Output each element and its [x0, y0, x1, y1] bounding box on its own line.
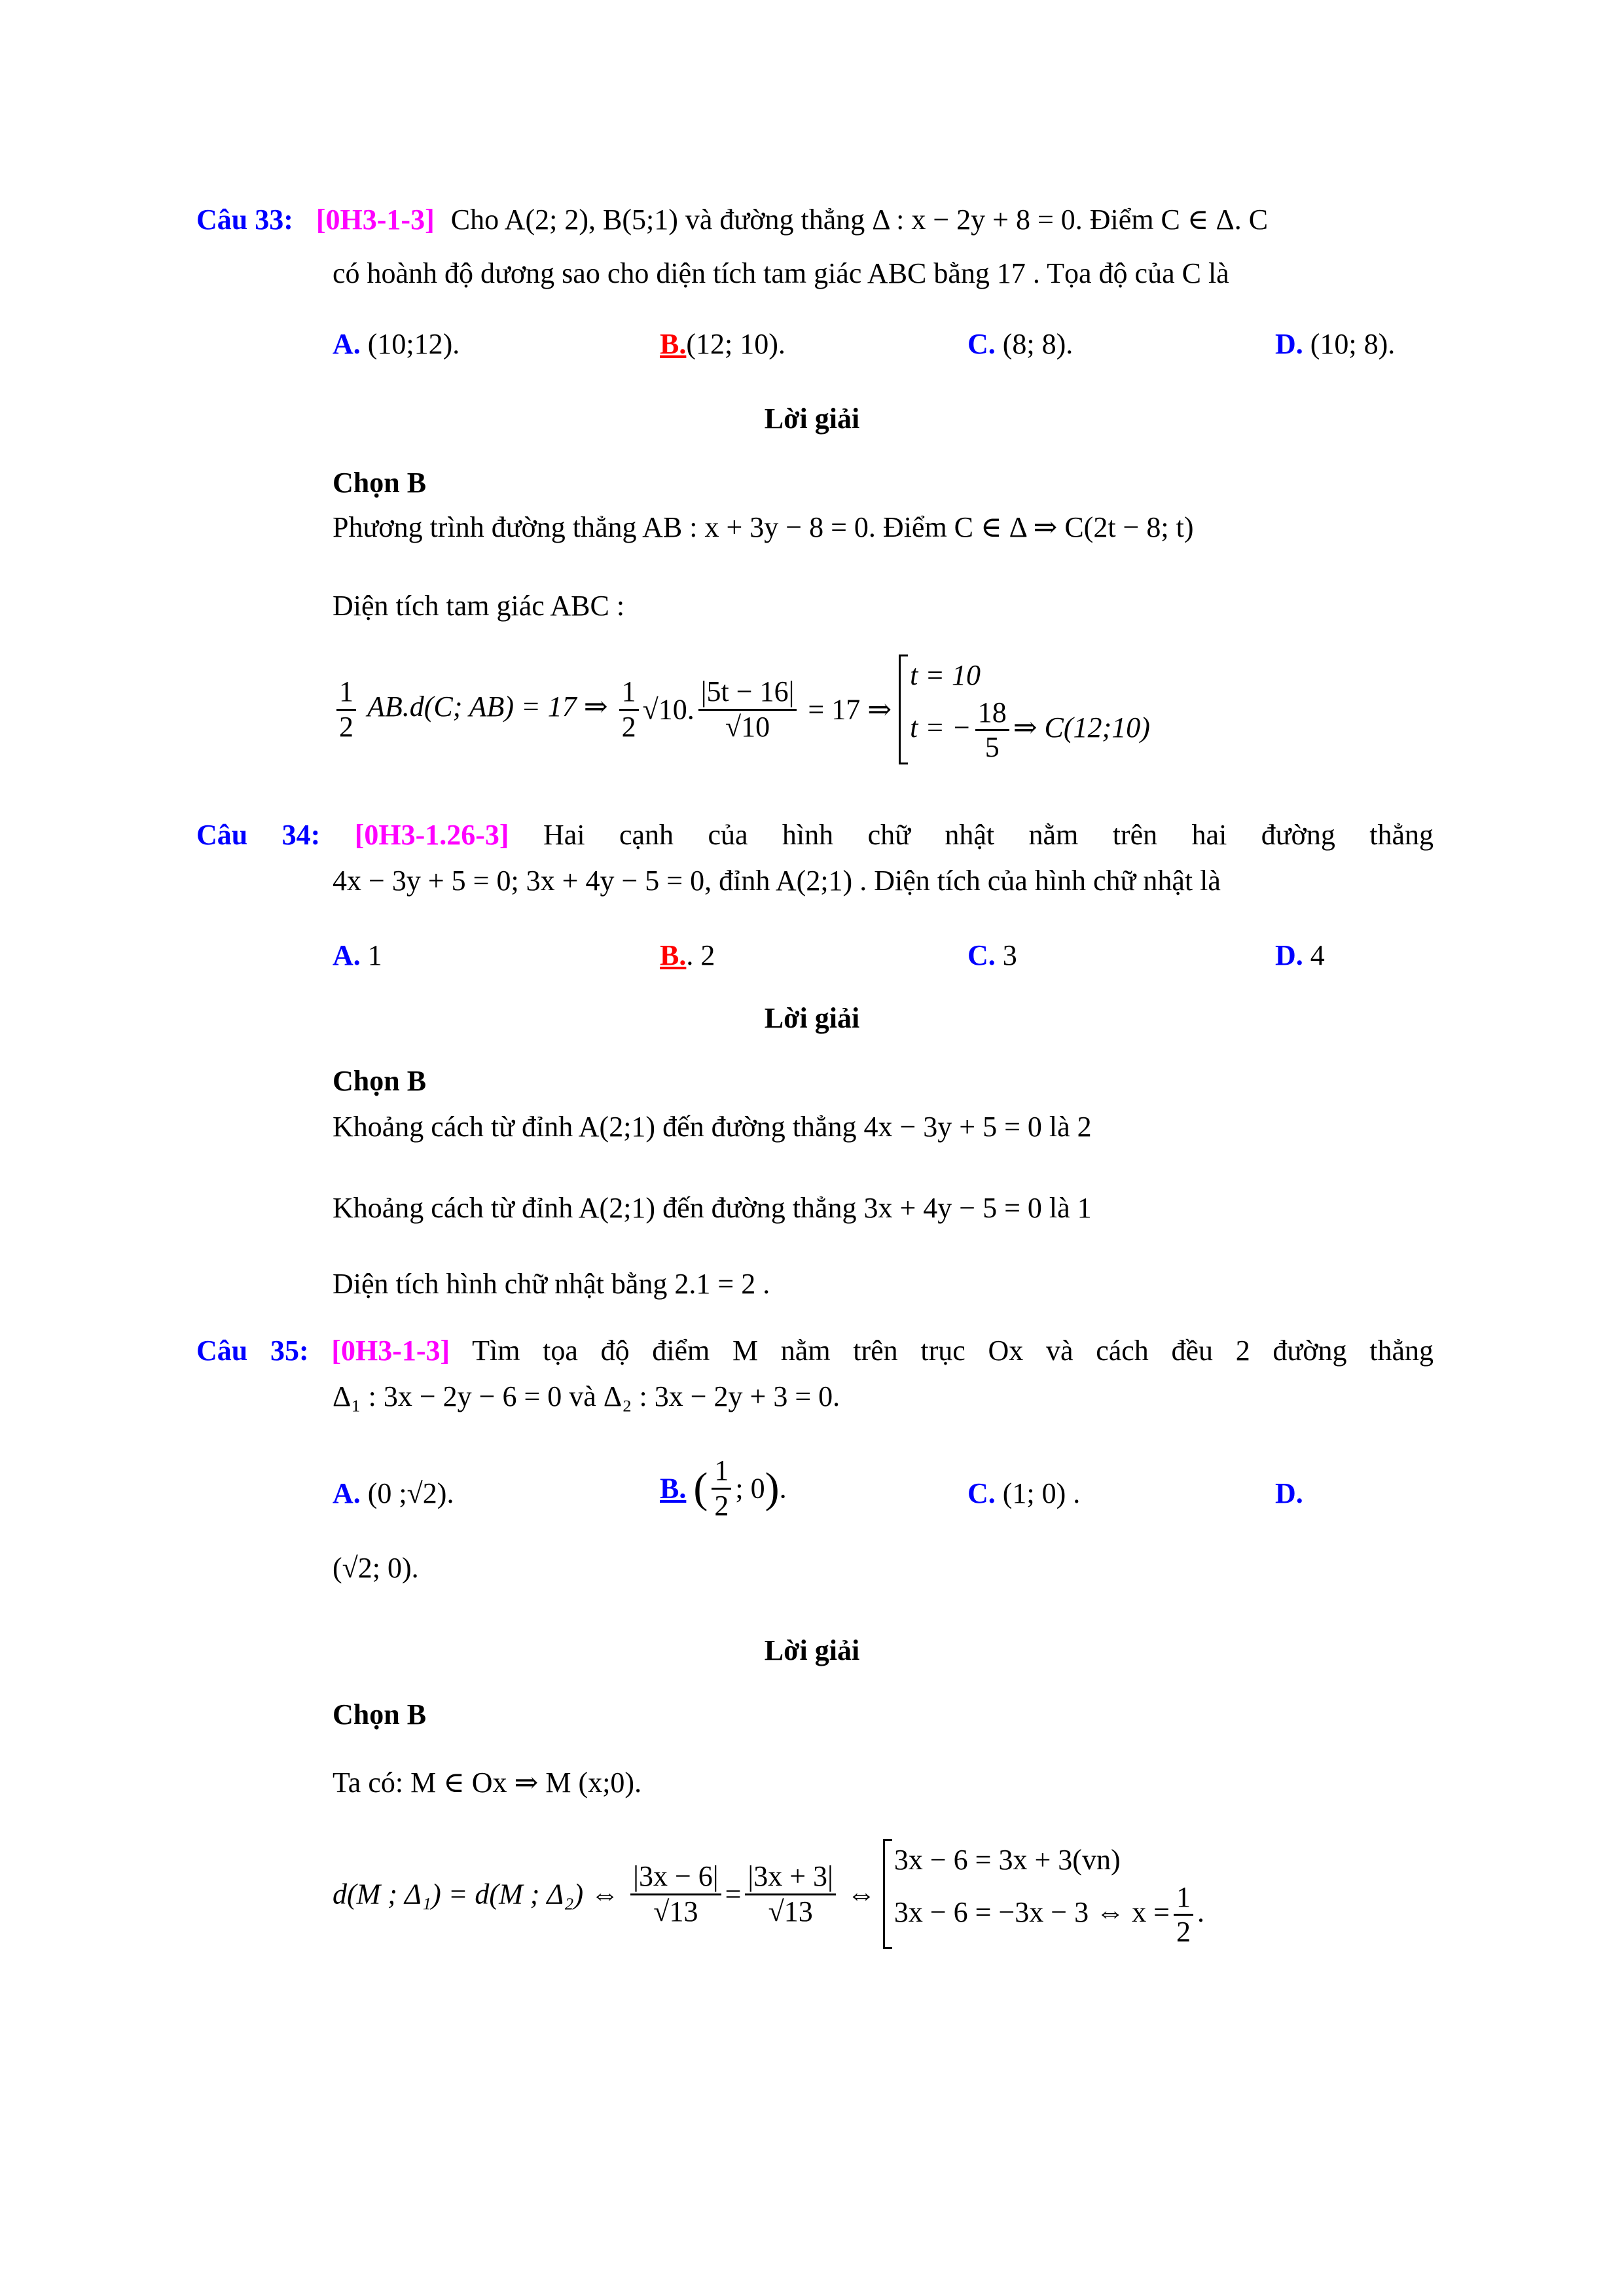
q35-code: [0H3-1-3]	[331, 1335, 450, 1367]
q33-eq-part2: √10.	[642, 693, 695, 726]
q33-area-equation	[333, 655, 1150, 764]
q33-option-d	[1275, 326, 1395, 362]
q35-case2-fraction: $\frac{1}{2}$	[1174, 1881, 1193, 1949]
q35-stem-line2: Δ₁ : 3x − 2y − 6 = 0 và Δ₂ : 3x − 2y + 3 = 0.	[333, 1380, 840, 1412]
q33-choice: Chọn B	[333, 467, 427, 499]
q34-solution-line1: Khoảng cách từ đỉnh A(2;1) đến đường thẳng 4x − 3y + 5 = 0 là 2	[333, 1111, 1092, 1143]
q33-option-c-text: (8; 8).	[1002, 328, 1074, 360]
q33-eq-part3: = 17 ⇒	[808, 693, 892, 726]
q33-case1: t = 10	[910, 659, 981, 691]
q33-option-d-label: D.	[1275, 328, 1303, 360]
q35-option-a-text: (0 ;√2).	[367, 1477, 454, 1509]
q33-label: Câu 33:	[196, 204, 293, 236]
q35-stem-line1: Tìm tọa độ điểm M nằm trên trục Ox và cách đều 2 đường thẳng	[472, 1335, 1434, 1367]
q35-eq-iff: ⇔	[846, 1878, 876, 1910]
q35-eq-left: d(M ; Δ₁) = d(M ; Δ₂) ⇔	[333, 1878, 620, 1910]
q33-option-b	[660, 326, 785, 362]
q33-option-d-text: (10; 8).	[1310, 328, 1396, 360]
q33-option-a-label: A.	[333, 328, 361, 360]
q34-option-c-text: 3	[1002, 939, 1017, 971]
q33-case2-fraction: $\frac{18}{5}$	[975, 696, 1009, 764]
q33-option-b-text: (12; 10).	[686, 328, 785, 360]
q34-option-b-text: . 2	[686, 939, 715, 971]
q35-header	[196, 1333, 1434, 1369]
q35-case2: 3x − 6 = −3x − 3 ⇔ x =	[893, 1895, 1170, 1928]
q35-case2-dot: .	[1197, 1895, 1204, 1928]
q34-option-a	[333, 937, 382, 973]
q34-solution-line3: Diện tích hình chữ nhật bằng 2.1 = 2 .	[333, 1268, 770, 1300]
q34-label: Câu 34:	[196, 819, 321, 851]
q33-solution-title: Lời giải	[764, 403, 860, 435]
q33-stem-line2: có hoành độ dương sao cho diện tích tam giác ABC bằng 17 . Tọa độ của C là	[333, 257, 1229, 289]
q33-case2b: ⇒ C(12;10)	[1013, 711, 1150, 744]
q34-option-d-text: 4	[1310, 939, 1325, 971]
q34-code: [0H3-1.26-3]	[354, 819, 509, 851]
q34-option-d	[1275, 937, 1325, 973]
q35-option-d-label: D.	[1275, 1477, 1303, 1509]
q33-eq-half-b: $\frac{1}{2}$	[619, 675, 639, 744]
q34-solution-line2: Khoảng cách từ đỉnh A(2;1) đến đường thẳng 3x + 4y − 5 = 0 là 1	[333, 1192, 1092, 1224]
q34-option-d-label: D.	[1275, 939, 1303, 971]
q33-option-c	[967, 326, 1073, 362]
q34-header	[196, 817, 1434, 853]
q33-stem-line1: Cho A(2; 2), B(5;1) và đường thẳng Δ : x − 2y + 8 = 0. Điểm C ∈ Δ. C	[450, 204, 1269, 236]
q33-case2a: t = −	[910, 711, 971, 744]
q35-case1: 3x − 6 = 3x + 3(vn)	[893, 1844, 1121, 1876]
q35-option-b-tail: ; 0	[735, 1472, 765, 1505]
q35-option-b-fraction: $\frac{1}{2}$	[712, 1454, 731, 1522]
q35-option-b-close-paren: )	[765, 1464, 780, 1513]
q34-option-a-label: A.	[333, 939, 361, 971]
q35-option-c-label: C.	[967, 1477, 996, 1509]
q34-solution-title: Lời giải	[764, 1002, 860, 1034]
q35-option-d-text: (√2; 0).	[333, 1552, 419, 1584]
q33-eq-half-a: $\frac{1}{2}$	[336, 675, 356, 744]
q34-stem-line2: 4x − 3y + 5 = 0; 3x + 4y − 5 = 0, đỉnh A(2;1) . Diện tích của hình chữ nhật là	[333, 865, 1221, 897]
q34-option-c-label: C.	[967, 939, 996, 971]
q35-eq-fraction-1: $\frac{|3x - 6|}{√13}$	[630, 1860, 721, 1928]
q35-eq-equals: =	[725, 1878, 742, 1910]
q34-option-a-text: 1	[367, 939, 382, 971]
q35-option-a-label: A.	[333, 1477, 361, 1509]
q33-option-c-label: C.	[967, 328, 996, 360]
q34-stem-line1: Hai cạnh của hình chữ nhật nằm trên hai đường thẳng	[543, 819, 1434, 851]
q33-solution-line2: Diện tích tam giác ABC :	[333, 590, 625, 622]
q35-solution-line1: Ta có: M ∈ Ox ⇒ M (x;0).	[333, 1767, 642, 1799]
q35-option-d-label-wrap	[1275, 1475, 1303, 1511]
q33-option-b-label: B.	[660, 328, 687, 360]
q35-option-c	[967, 1475, 1080, 1511]
q33-solution-line1: Phương trình đường thẳng AB : x + 3y − 8 = 0. Điểm C ∈ Δ ⇒ C(2t − 8; t)	[333, 511, 1194, 543]
q33-eq-distance-fraction: $\frac{|5t - 16|}{√10}$	[698, 675, 797, 744]
q34-choice: Chọn B	[333, 1065, 427, 1097]
q35-option-b-label: B.	[660, 1472, 687, 1505]
q34-option-b	[660, 937, 715, 973]
q35-option-b-open-paren: (	[693, 1464, 708, 1513]
q33-header	[196, 202, 1268, 238]
q33-eq-part1: AB.d(C; AB) = 17 ⇒	[367, 691, 608, 723]
q34-option-b-label: B.	[660, 939, 687, 971]
q35-choice: Chọn B	[333, 1698, 427, 1731]
q35-option-a	[333, 1475, 454, 1511]
q35-eq-cases	[883, 1839, 1204, 1949]
q33-eq-cases	[899, 655, 1150, 764]
q35-distance-equation	[333, 1839, 1204, 1949]
q33-option-a	[333, 326, 460, 362]
q35-eq-fraction-2: $\frac{|3x + 3|}{√13}$	[745, 1860, 835, 1928]
q35-solution-title: Lời giải	[764, 1634, 860, 1666]
q35-option-b	[660, 1454, 787, 1522]
q34-option-c	[967, 937, 1017, 973]
q35-option-b-dot: .	[779, 1472, 787, 1505]
q35-option-c-text: (1; 0) .	[1002, 1477, 1081, 1509]
q35-label: Câu 35:	[196, 1335, 309, 1367]
q33-option-a-text: (10;12).	[367, 328, 460, 360]
q33-code: [0H3-1-3]	[316, 204, 435, 236]
